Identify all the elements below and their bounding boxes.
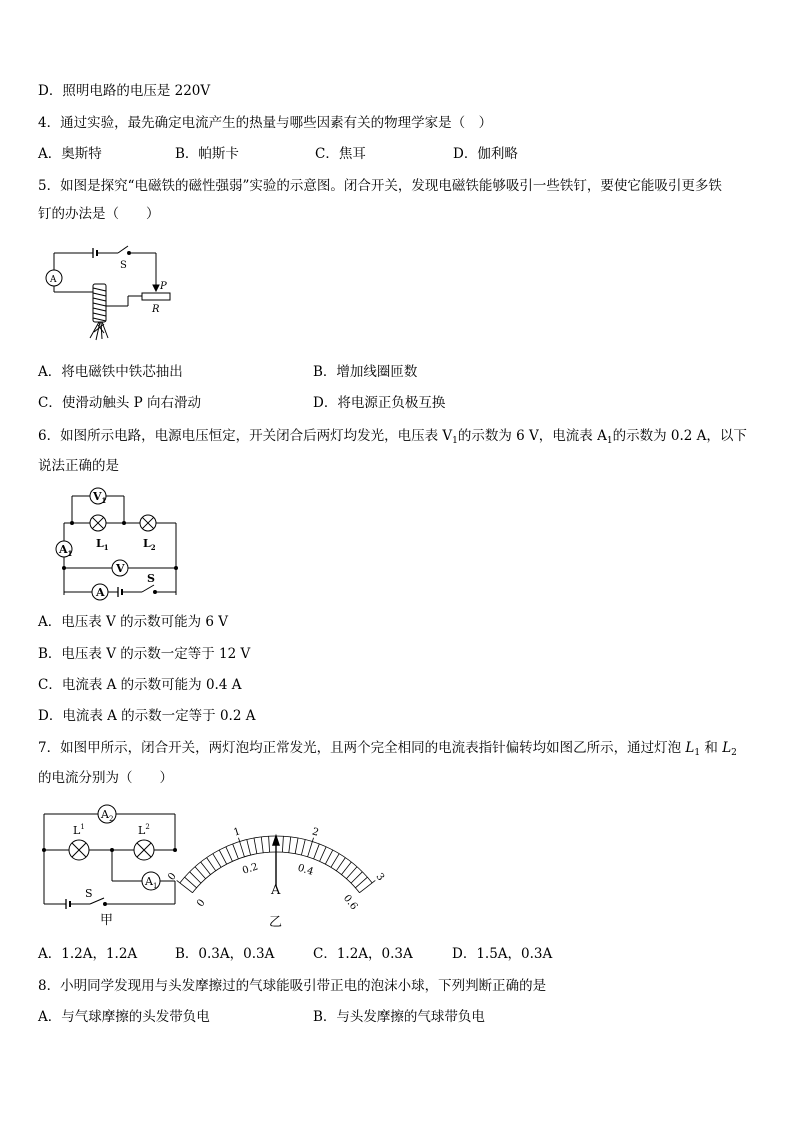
- q5-slider-label: P: [160, 281, 167, 292]
- q7-stem-line2: 的电流分别为（ ）: [38, 770, 173, 786]
- q6-option-b: B．电压表 V 的示数一定等于 12 V: [38, 646, 251, 662]
- q5-switch-label: S: [120, 260, 127, 271]
- dial-tick: [289, 837, 291, 853]
- q4-option-c: C．焦耳: [315, 146, 366, 162]
- dial-tick: [351, 872, 362, 883]
- q5-option-c: C．使滑动触头 P 向右滑动: [38, 395, 201, 411]
- q4-option-d: D．伽利略: [453, 146, 518, 162]
- dial-tick: [325, 850, 332, 864]
- dial-tick: [213, 854, 221, 868]
- dial-tick: [201, 862, 211, 875]
- q5-option-d: D．将电源正负极互换: [313, 395, 446, 411]
- q6-fig-v-label: V: [116, 562, 125, 575]
- dial-tick: [207, 858, 216, 871]
- q4-option-b: B．帕斯卡: [175, 146, 239, 162]
- dial-tick: [301, 840, 305, 856]
- q5-electromagnet-circuit-figure: [38, 240, 183, 350]
- dial-tick: [254, 838, 257, 854]
- dial-outer-scale-label: 2: [310, 826, 321, 839]
- dial-tick: [295, 838, 298, 854]
- q6-fig-v1-label: $V_1$: [93, 490, 107, 505]
- q5-option-b: B．增加线圈匝数: [313, 364, 418, 380]
- dial-tick: [314, 844, 320, 859]
- q4-option-a: A．奥斯特: [38, 146, 102, 162]
- dial-tick: [185, 877, 197, 888]
- q6-fig-a1-label: $A_1$: [59, 543, 73, 558]
- q7-option-d: D．1.5A，0.3A: [452, 946, 553, 962]
- q6-stem-line2: 说法正确的是: [38, 458, 119, 474]
- q7-stem-line1: 7．如图甲所示，闭合开关，两灯泡均正常发光，且两个完全相同的电流表指针偏转均如图乙所示，通过灯泡 $L_1$ 和 $L_2$: [38, 740, 737, 758]
- q7-fig-s-label: S: [85, 887, 93, 900]
- dial-outer-scale-label: 3: [373, 871, 387, 884]
- q7-fig-a2-label: $A_2$: [101, 808, 114, 823]
- q7-fig-a1-label: $A_1$: [145, 875, 158, 890]
- dial-inner-scale-label: 0.4: [296, 862, 315, 878]
- dial-tick: [336, 858, 345, 871]
- q5-stem-line1: 5．如图是探究“电磁铁的磁性强弱”实验的示意图。闭合开关，发现电磁铁能够吸引一些铁钉，要使它能吸引更多铁: [38, 178, 722, 194]
- dial-tick: [282, 836, 283, 852]
- q7-figure-b-ammeter-dial: [166, 808, 387, 933]
- q8-option-a: A．与气球摩擦的头发带负电: [38, 1009, 210, 1025]
- q7-option-c: C．1.2A，0.3A: [313, 946, 413, 962]
- dial-tick: [346, 867, 357, 879]
- q6-fig-l1-label: $L_1$: [96, 537, 109, 552]
- q6-option-a: A．电压表 V 的示数可能为 6 V: [38, 614, 229, 630]
- q6-stem-line1: 6．如图所示电路，电源电压恒定，开关闭合后两灯均发光，电压表 $V_1$的示数为 6 V，电流表 $A_1$的示数为 0.2 A，以下: [38, 428, 747, 446]
- q6-fig-a-label: A: [96, 586, 105, 599]
- q5-ammeter-label: A: [50, 275, 57, 285]
- q6-fig-s-label: S: [147, 572, 155, 585]
- dial-inner-scale-label: 0: [195, 897, 208, 910]
- dial-tick: [331, 854, 339, 868]
- dial-tick: [320, 847, 327, 862]
- q6-circuit-figure: [52, 485, 192, 605]
- dial-tick: [247, 840, 251, 856]
- q7-fig-a-caption: 甲: [100, 913, 114, 928]
- q6-option-c: C．电流表 A 的示数可能为 0.4 A: [38, 677, 242, 693]
- q5-stem-line2: 钉的办法是（ ）: [38, 206, 160, 222]
- q6-option-d: D．电流表 A 的示数一定等于 0.2 A: [38, 708, 256, 724]
- q4-stem: 4．通过实验，最先确定电流产生的热量与哪些因素有关的物理学家是（ ）: [38, 115, 493, 131]
- dial-tick: [355, 877, 367, 888]
- dial-tick: [226, 847, 233, 862]
- q8-option-b: B．与头发摩擦的气球带负电: [313, 1009, 485, 1025]
- dial-inner-scale-label: 0.6: [340, 892, 360, 913]
- q7-fig-l1-label: $L^1$: [73, 823, 85, 837]
- dial-tick: [233, 844, 239, 859]
- dial-inner-scale-label: 0.2: [241, 861, 260, 877]
- q7-dial-unit: A: [271, 883, 281, 898]
- q7-fig-l2-label: $L^2$: [138, 823, 150, 837]
- dial-tick: [195, 867, 206, 879]
- dial-outer-scale-label: 1: [232, 826, 242, 839]
- q6-fig-l2-label: $L_2$: [143, 537, 156, 552]
- q8-stem: 8．小明同学发现用与头发摩擦过的气球能吸引带正电的泡沫小球，下列判断正确的是: [38, 978, 547, 994]
- q7-figure-a-circuit: [38, 800, 183, 930]
- q5-option-a: A．将电磁铁中铁芯抽出: [38, 364, 183, 380]
- dial-tick: [269, 836, 270, 852]
- q7-fig-b-caption: 乙: [269, 915, 283, 930]
- dial-outer-scale-label: 0: [166, 870, 179, 883]
- q3-option-d: D．照明电路的电压是 220V: [38, 83, 211, 99]
- q7-option-b: B．0.3A，0.3A: [175, 946, 275, 962]
- dial-tick: [190, 872, 201, 883]
- dial-tick: [261, 837, 263, 853]
- dial-tick: [341, 862, 351, 875]
- dial-tick: [219, 850, 226, 864]
- q7-option-a: A．1.2A，1.2A: [38, 946, 138, 962]
- q5-resistor-label: R: [152, 304, 160, 315]
